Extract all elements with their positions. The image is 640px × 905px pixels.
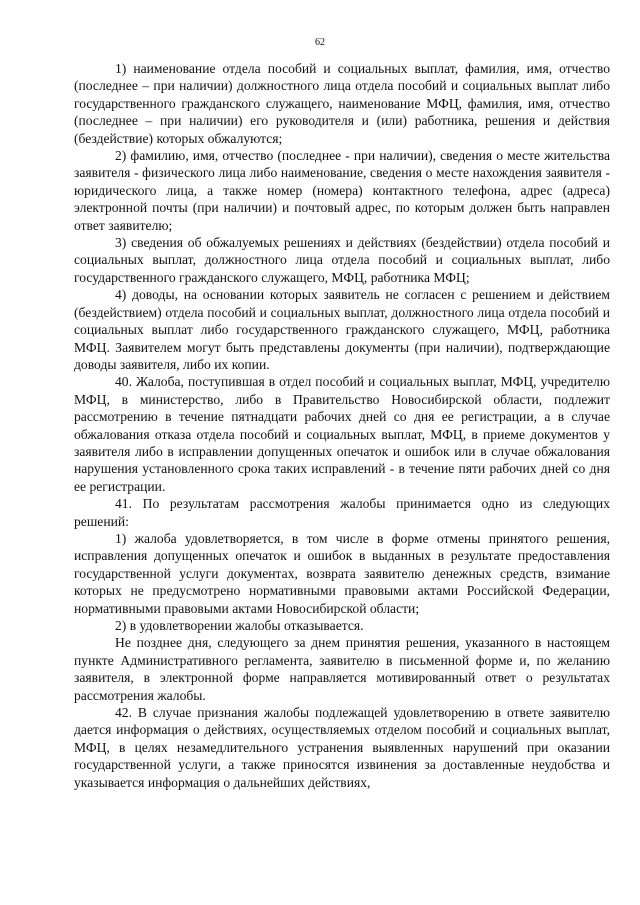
paragraph-item-4: 4) доводы, на основании которых заявитель не согласен с решением и действием (бездействием) отдела пособий и социальных выплат, должностного лица отдела пособий и социальных выплат либо государственного гражданского служащего, МФЦ, работника МФЦ. Заявителем могут быть представлены документы (при наличии), подтверждающие доводы заявителя, либо их копии.: [74, 287, 610, 372]
document-body: [74, 60, 610, 791]
paragraph-item-2: 2) фамилию, имя, отчество (последнее - при наличии), сведения о месте жительства заявителя - физического лица либо наименование, сведения о месте нахождения заявителя - юридического лица, а также номер (номера) контактного телефона, адрес (адреса) электронной почты (при наличии) и почтовый адрес, по которым должен быть направлен ответ заявителю;: [74, 148, 610, 233]
paragraph-item-1: 1) наименование отдела пособий и социальных выплат, фамилия, имя, отчество (последнее – при наличии) должностного лица отдела пособий и социальных выплат либо государственного гражданского служащего, наименование МФЦ, фамилия, имя, отчество (последнее – при наличии) его руководителя и (или) работника, решения и действия (бездействие) которых обжалуются;: [74, 61, 610, 146]
paragraph-clause-42: 42. В случае признания жалобы подлежащей удовлетворению в ответе заявителю дается информация о действиях, осуществляемых отделом пособий и социальных выплат, МФЦ, в целях незамедлительного устранения выявленных нарушений при оказании государственной услуги, а также приносятся извинения за доставленные неудобства и указывается информация о дальнейших действиях,: [74, 705, 610, 790]
paragraph-response-deadline: Не позднее дня, следующего за днем принятия решения, указанного в настоящем пункте Административного регламента, заявителю в письменной форме и, по желанию заявителя, в электронной форме направляется мотивированный ответ о результатах рассмотрения жалобы.: [74, 635, 610, 703]
paragraph-decision-2: 2) в удовлетворении жалобы отказывается.: [115, 618, 364, 633]
page-number: 62: [315, 37, 325, 48]
paragraph-clause-40: 40. Жалоба, поступившая в отдел пособий и социальных выплат, МФЦ, учредителю МФЦ, в министерство, либо в Правительство Новосибирской области, подлежит рассмотрению в течение пятнадцати рабочих дней со дня ее регистрации, а в случае обжалования отказа отдела пособий и социальных выплат, МФЦ, в приеме документов у заявителя либо в исправлении допущенных опечаток и ошибок или в случае обжалования нарушения установленного срока таких исправлений - в течение пяти рабочих дней со дня ее регистрации.: [74, 374, 610, 494]
paragraph-decision-1: 1) жалоба удовлетворяется, в том числе в форме отмены принятого решения, исправления допущенных опечаток и ошибок в выданных в результате предоставления государственной услуги документах, возврата заявителю денежных средств, взимание которых не предусмотрено нормативными правовыми актами Российской Федерации, нормативными правовыми актами Новосибирской области;: [74, 530, 610, 616]
paragraph-clause-41: 41. По результатам рассмотрения жалобы принимается одно из следующих решений:: [74, 496, 610, 529]
paragraph-item-3: 3) сведения об обжалуемых решениях и действиях (бездействии) отдела пособий и социальных выплат, должностного лица отдела пособий и социальных выплат, либо государственного гражданского служащего, МФЦ, работника МФЦ;: [74, 235, 610, 285]
